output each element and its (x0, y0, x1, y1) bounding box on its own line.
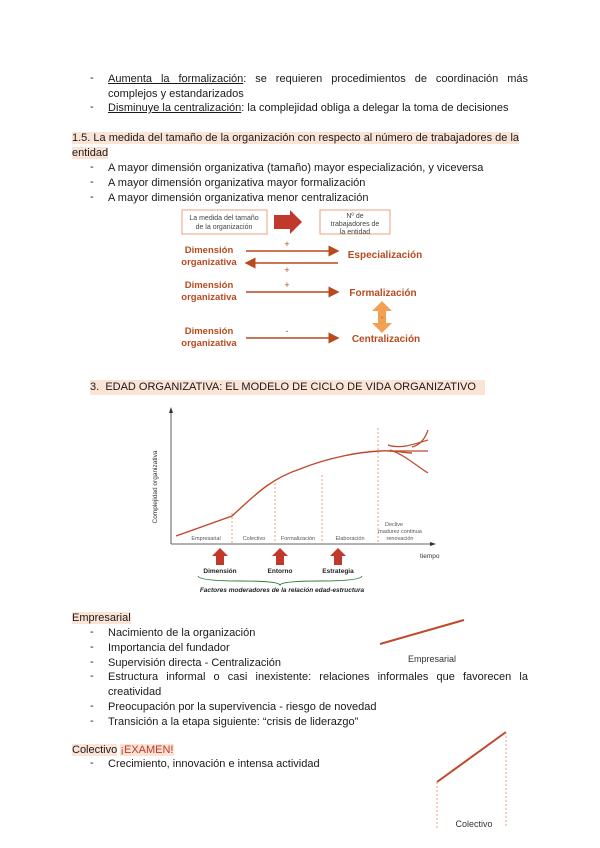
bullet-dash: - (90, 715, 94, 727)
heading-text: Colectivo (72, 744, 118, 756)
bullet-dash: - (90, 101, 94, 113)
y-axis-label: Complejidad organizativa (152, 450, 159, 524)
bullet-dash: - (90, 641, 94, 653)
centralizacion-label: Centralización (351, 334, 421, 345)
bullet-centralizacion (108, 101, 509, 116)
x-axis-label: tiempo (420, 553, 440, 560)
y-axis-arrow-icon (169, 407, 173, 413)
workers-label: la entidad (339, 229, 371, 236)
x-axis-arrow-icon (430, 542, 436, 546)
bullet-dash: - (90, 626, 94, 638)
bullet-dash: - (90, 757, 94, 769)
bullet-dash: - (90, 161, 94, 173)
dimension-label: Dimensión (184, 245, 234, 256)
list-item: Importancia del fundador (108, 642, 230, 654)
list-item: Transición a la etapa siguiente: “crisis de liderazgo” (108, 716, 359, 728)
factor-brace (198, 576, 362, 585)
dimension-label: organizativa (181, 257, 237, 268)
bullet-dash: - (90, 670, 94, 682)
workers-label: trabajadores de (330, 221, 380, 228)
list-item-cont: creatividad (108, 686, 162, 698)
section-title-line2: entidad (72, 147, 109, 159)
list-item: Crecimiento, innovación e intensa actividad (108, 758, 320, 770)
stage-label: madurez continua (378, 529, 422, 535)
figure-label: Empresarial (407, 654, 457, 664)
dimension-label: Dimensión (184, 280, 234, 291)
section-3-title (90, 380, 476, 395)
minus-sign: - (380, 313, 384, 322)
up-arrow-icon (330, 548, 346, 565)
size-measure-label: de la organización (195, 224, 253, 231)
bullet-term: Aumenta la formalización (108, 73, 244, 85)
bullet-dash: - (90, 72, 94, 84)
list-item: Supervisión directa - Centralización (108, 657, 282, 669)
list-item: Estructura informal o casi inexistente: relaciones informales que favorecen la (108, 671, 528, 683)
bullet-dash: - (90, 656, 94, 668)
stage-label: Formalización (280, 536, 316, 542)
factors-caption: Factores moderadores de la relación edad-estructura (199, 587, 365, 594)
colectivo-line (437, 732, 506, 782)
stage-label: Empresarial (191, 536, 221, 542)
dimension-label: Dimensión (184, 326, 234, 337)
colectivo-figure (432, 728, 512, 832)
bullet-term: Disminuye la centralización (108, 102, 242, 114)
factor-label: Entorno (267, 568, 293, 575)
stage-label: Declive (384, 522, 404, 528)
up-arrow-icon (272, 548, 288, 565)
bullet-formalizacion-cont: complejos y estandarizados (108, 88, 244, 100)
list-item: Nacimiento de la organización (108, 627, 256, 639)
exam-badge: ¡EXAMEN! (120, 744, 174, 756)
factor-label: Estrategia (322, 568, 354, 575)
size-measure-label: La medida del tamaño (189, 215, 259, 222)
bullet-formalizacion (108, 72, 528, 87)
bullet-text: : se requieren procedimientos de coordinación más (243, 73, 528, 85)
plus-sign: + (284, 239, 290, 249)
dimension-structure-diagram (170, 205, 430, 350)
section-title-line1: 1.5. La medida del tamaño de la organización con respecto al número de trabajadores de la (72, 132, 520, 144)
list-item: A mayor dimensión organizativa mayor formalización (108, 177, 366, 189)
factor-label: Dimensión (203, 568, 237, 575)
stage-label: Colectivo (242, 536, 266, 542)
lifecycle-curve (176, 451, 412, 536)
plus-sign: + (284, 280, 290, 290)
bullet-text: : la complejidad obliga a delegar la toma de decisiones (241, 102, 509, 114)
dimension-label: organizativa (181, 338, 237, 349)
big-arrow-icon (274, 210, 302, 234)
list-item: A mayor dimensión organizativa menor centralización (108, 192, 369, 204)
colectivo-heading (72, 743, 174, 758)
lifecycle-diagram (150, 405, 450, 595)
bullet-dash: - (90, 700, 94, 712)
bullet-dash: - (90, 176, 94, 188)
list-item: A mayor dimensión organizativa (tamaño) mayor especialización, y viceversa (108, 162, 484, 174)
bullet-dash: - (90, 191, 94, 203)
up-arrow-icon (212, 548, 228, 565)
minus-sign: - (285, 326, 289, 336)
workers-label: Nº de (346, 213, 364, 220)
list-item: Preocupación por la supervivencia - riesgo de novedad (108, 701, 377, 713)
heading-text: Empresarial (72, 612, 131, 624)
stage-label: Elaboración (335, 536, 365, 542)
empresarial-figure (376, 614, 468, 666)
especializacion-label: Especialización (347, 250, 423, 261)
section-title: EDAD ORGANIZATIVA: EL MODELO DE CICLO DE VIDA ORGANIZATIVO (105, 381, 476, 393)
formalizacion-label: Formalización (349, 288, 417, 299)
figure-label: Colectivo (455, 819, 493, 829)
stage-label: renovación (386, 536, 414, 542)
plus-sign: + (284, 265, 290, 275)
dimension-label: organizativa (181, 292, 237, 303)
section-number: 3. (90, 381, 100, 393)
empresarial-heading (72, 611, 131, 626)
section-15-title (72, 131, 519, 161)
